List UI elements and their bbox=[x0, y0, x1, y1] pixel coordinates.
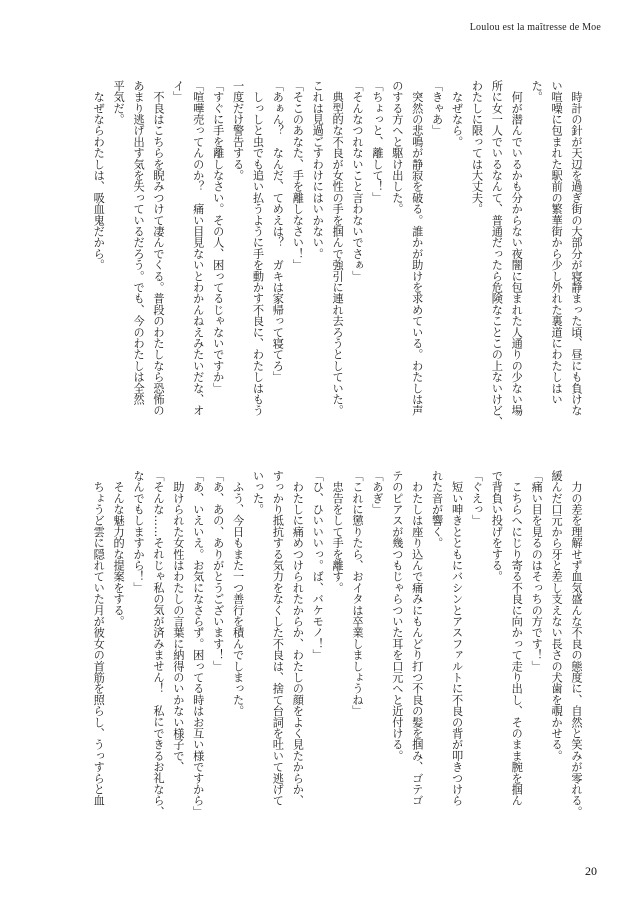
text-line: 突然の悲鳴が静寂を破る。誰かが助けを求めている。わたしは声 bbox=[410, 80, 424, 416]
text-line: これは見過ごすわけにはいかない。 bbox=[311, 80, 325, 260]
text-block-lower bbox=[66, 470, 586, 850]
text-line: 「ぐえっ」 bbox=[470, 470, 484, 526]
page-number: 20 bbox=[585, 864, 597, 878]
text-line: 「あ、いえいえ。お気になさらず。困ってる時はお互い様ですから」 bbox=[191, 470, 205, 818]
text-line: あまり逃げ出す気を失っているだろう。でも、今のわたしは全然 bbox=[132, 80, 146, 405]
text-line: そんな魅力的な提案をする。 bbox=[112, 470, 126, 627]
text-line: なんでもしますから！」 bbox=[132, 470, 146, 594]
text-line: 「そこのあなた、手を離しなさい！」 bbox=[291, 80, 305, 271]
text-line: で背負い投げをする。 bbox=[490, 470, 504, 582]
text-line: ちょうど雲に隠れていた月が彼女の首筋を照らし、うっすらと血 bbox=[92, 470, 106, 806]
text-block-upper bbox=[66, 80, 586, 435]
text-line: 不良はこちらを睨みつけて凄んでくる。普段のわたしなら恐怖の bbox=[151, 80, 165, 416]
text-line: 忠告をして手を離す。 bbox=[331, 470, 345, 594]
text-line: れた音が響く。 bbox=[430, 470, 444, 549]
text-line: ふう、今日もまた一つ善行を積んでしまった。 bbox=[231, 470, 245, 717]
text-line: なぜならわたしは、吸血鬼だから。 bbox=[92, 80, 106, 271]
text-line: 「これに懲りたら、おイタは卒業しましょうね」 bbox=[351, 470, 365, 717]
text-line: 「きゃあ」 bbox=[430, 80, 444, 136]
text-line: 「そんなつれないこと言わないでさぁ」 bbox=[351, 80, 365, 282]
text-line: 「ちょっと、離して！」 bbox=[370, 80, 384, 204]
running-header: Loulou est la maîtresse de Moe bbox=[469, 22, 601, 33]
text-line: わたしに限っては大丈夫。 bbox=[470, 80, 484, 215]
text-line: 「喧嘩売ってんのか？ 痛い目見ないとわかんねえみたいだな、オ bbox=[191, 80, 205, 416]
text-line: 平気だ。 bbox=[112, 80, 126, 125]
text-line: 「すぐに手を離しなさい。その人、困ってるじゃないですか」 bbox=[211, 80, 225, 394]
text-line: 典型的な不良が女性の手を掴んで強引に連れ去ろうとしていた。 bbox=[331, 80, 345, 416]
text-line: しっしと虫でも追い払うように手を動かす不良に、わたしはもう bbox=[251, 80, 265, 416]
text-line: わたしに痛めつけられたからか、わたしの顔をよく見たからか、 bbox=[291, 470, 305, 806]
text-line: 時計の針が天辺を過ぎ街の大部分が寝静まった頃、昼にも負けな bbox=[570, 80, 583, 416]
text-line: 何が潜んでいるかも分からない夜闇に包まれた人通りの少ない場 bbox=[510, 80, 524, 416]
text-line: 「そんな……それじゃ私の気が済みません！ 私にできるお礼なら、 bbox=[151, 470, 165, 818]
text-line: た。 bbox=[530, 80, 544, 103]
text-line: いった。 bbox=[251, 470, 265, 515]
text-line: 「ひ、ひいいいっ。ば、バケモノ！」 bbox=[311, 470, 325, 661]
text-line: 所に女一人でいるなんて、普通だったら危険なことこの上ないけど、 bbox=[490, 80, 504, 428]
text-line: 短い呻きとともにバシンとアスファルトに不良の背が叩きつけら bbox=[450, 470, 464, 806]
text-line: イ」 bbox=[171, 80, 185, 103]
text-line: すっかり抵抗する気力をなくした不良は、捨て台詞を吐いて逃げて bbox=[271, 470, 285, 806]
text-line: 「あぁん？ なんだ、てめえは？ ガキは家帰って寝てろ」 bbox=[271, 80, 285, 383]
text-line: のする方へと駆け出した。 bbox=[390, 80, 404, 215]
text-line: テのピアスが幾つもじゃらついた耳を口元へと近付ける。 bbox=[390, 470, 404, 762]
text-line: 力の差を理解せず血気盛んな不良の態度に、自然と笑みが零れる。 bbox=[570, 470, 583, 818]
text-line: こちらへにじり寄る不良に向かって走り出し、そのまま腕を掴ん bbox=[510, 470, 524, 806]
text-line: 一度だけ警告する。 bbox=[231, 80, 245, 181]
text-line: なぜなら。 bbox=[450, 80, 464, 148]
text-line: 「痛い目を見るのはそっちの方です！」 bbox=[530, 470, 544, 672]
text-line: い喧噪に包まれた駅前の繁華街から少し外れた裏道にわたしはい bbox=[550, 80, 564, 405]
text-line: 「あ、あの、ありがとうございます！」 bbox=[211, 470, 225, 672]
text-line: 「あぎ」 bbox=[370, 470, 384, 515]
text-line: わたしは座り込んで痛みにもんどり打つ不良の髪を掴み、ゴテゴ bbox=[410, 470, 424, 806]
text-line: 助けられた女性はわたしの言葉に納得のいかない様子で、 bbox=[171, 470, 185, 773]
text-line: 緩んだ口元から牙と差し支えない長さの犬歯を覗かせる。 bbox=[550, 470, 564, 762]
